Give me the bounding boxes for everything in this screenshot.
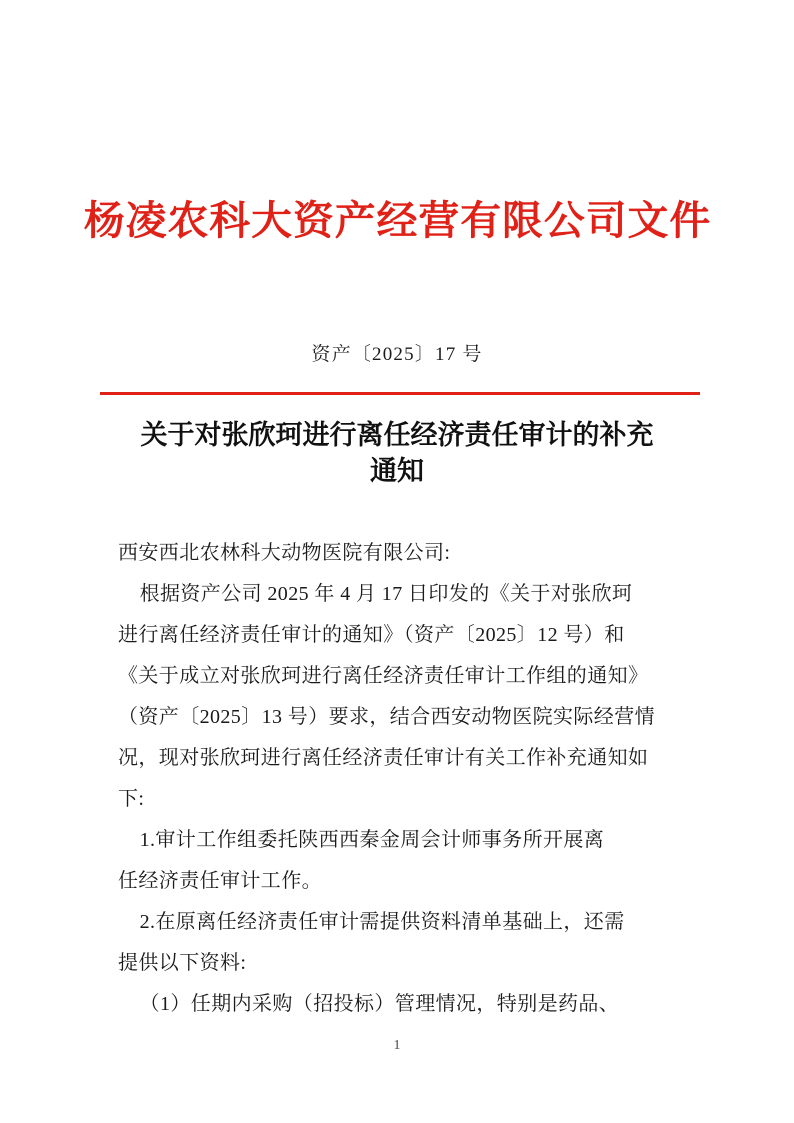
document-title: [112, 418, 682, 490]
document-title-line-2: 通知: [370, 456, 424, 487]
body-line: 下:: [118, 788, 145, 810]
red-separator-rule: [100, 392, 700, 395]
letterhead-title: 杨凌农科大资产经营有限公司文件: [83, 197, 711, 244]
body-line: 况，现对张欣珂进行离任经济责任审计有关工作补充通知如: [118, 747, 649, 769]
body-line: 《关于成立对张欣珂进行离任经济责任审计工作组的通知》: [118, 665, 649, 687]
letterhead: [0, 196, 794, 246]
body-line: 提供以下资料:: [118, 952, 247, 974]
body-line: 根据资产公司 2025 年 4 月 17 日印发的《关于对张欣珂: [118, 583, 633, 605]
body-line: 任经济责任审计工作。: [118, 870, 322, 892]
footer-page-number: 1: [393, 1038, 401, 1053]
document-title-line-1: 关于对张欣珂进行离任经济责任审计的补充: [140, 420, 654, 451]
body-line: 西安西北农林科大动物医院有限公司:: [118, 542, 451, 564]
document-serial-number: 资产〔2025〕17 号: [311, 344, 483, 365]
body-line: （1）任期内采购（招投标）管理情况，特别是药品、: [118, 993, 620, 1015]
body-line: 2.在原离任经济责任审计需提供资料清单基础上，还需: [118, 911, 625, 933]
body-line: 1.审计工作组委托陕西西秦金周会计师事务所开展离: [118, 829, 605, 851]
body-line: （资产〔2025〕13 号）要求，结合西安动物医院实际经营情: [118, 706, 655, 728]
body-line: 进行离任经济责任审计的通知》（资产〔2025〕12 号）和: [118, 624, 625, 646]
document-body: [118, 533, 680, 1025]
